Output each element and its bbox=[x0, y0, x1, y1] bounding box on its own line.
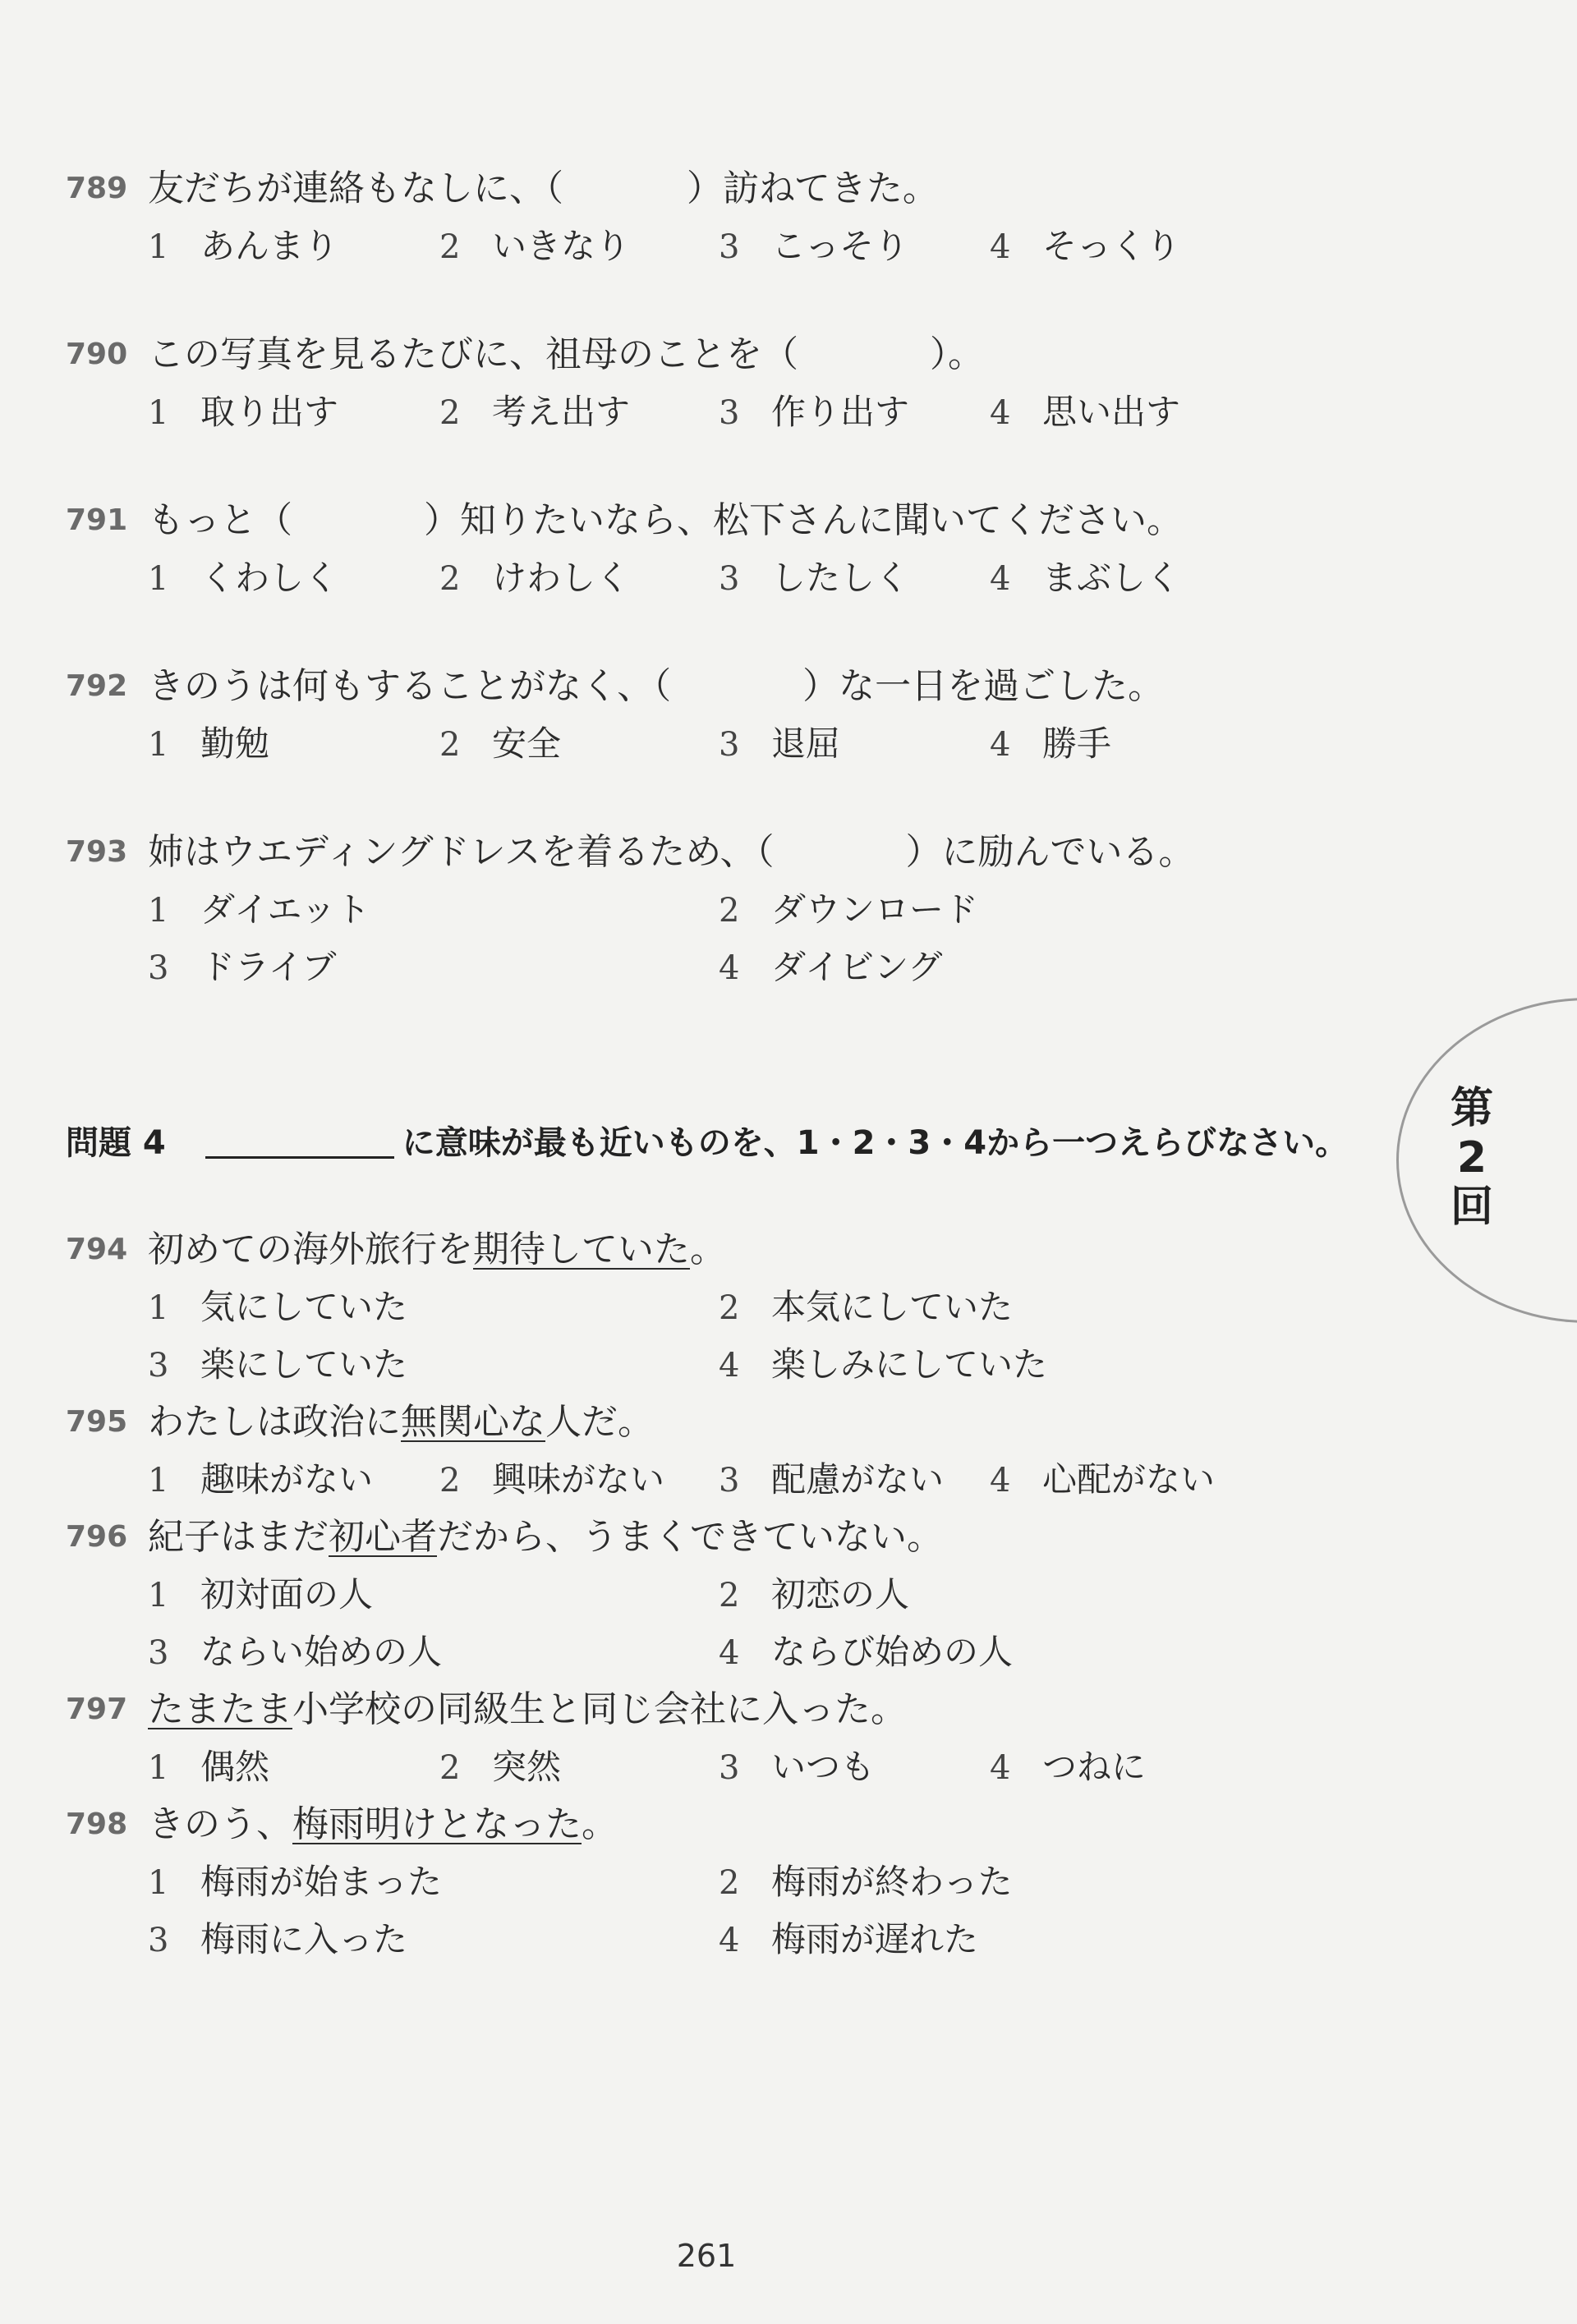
option-1[interactable]: 1 くわしく bbox=[148, 558, 339, 598]
option-4[interactable]: 4 そっくり bbox=[990, 226, 1181, 266]
question-text: 姉はウエディングドレスを着るため、（ ）に励んでいる。 bbox=[148, 831, 1195, 873]
option-4[interactable]: 4 思い出す bbox=[990, 392, 1181, 432]
option-2[interactable]: 2 初恋の人 bbox=[719, 1574, 910, 1614]
question-number: 797 bbox=[66, 1692, 128, 1726]
option-2[interactable]: 2 考え出す bbox=[439, 392, 631, 432]
underlined-phrase: 初心者 bbox=[329, 1516, 437, 1558]
option-1[interactable]: 1 初対面の人 bbox=[148, 1574, 374, 1614]
question-number: 789 bbox=[66, 172, 128, 205]
option-2[interactable]: 2 けわしく bbox=[439, 558, 631, 598]
option-2[interactable]: 2 突然 bbox=[439, 1747, 562, 1787]
question-text: きのう、梅雨明けとなった。 bbox=[148, 1803, 618, 1845]
question-text: わたしは政治に無関心な人だ。 bbox=[148, 1401, 654, 1443]
question-790 bbox=[66, 326, 1413, 441]
option-3[interactable]: 3 したしく bbox=[719, 558, 910, 598]
options-row bbox=[66, 1624, 1413, 1681]
options-row bbox=[66, 549, 1413, 607]
option-2[interactable]: 2 いきなり bbox=[439, 226, 631, 266]
question-text: 初めての海外旅行を期待していた。 bbox=[148, 1229, 726, 1270]
question-793 bbox=[66, 824, 1413, 996]
question-798 bbox=[66, 1796, 1413, 1968]
option-3[interactable]: 3 作り出す bbox=[719, 392, 910, 432]
question-792 bbox=[66, 658, 1413, 773]
options-row bbox=[66, 715, 1413, 773]
question-791 bbox=[66, 492, 1413, 607]
side-tab-label: 第 2 回 bbox=[1450, 1084, 1493, 1232]
option-1[interactable]: 1 取り出す bbox=[148, 392, 339, 432]
option-4[interactable]: 4 まぶしく bbox=[990, 558, 1181, 598]
option-2[interactable]: 2 興味がない bbox=[439, 1459, 665, 1500]
question-number: 795 bbox=[66, 1405, 128, 1439]
option-4[interactable]: 4 楽しみにしていた bbox=[719, 1344, 1048, 1385]
options-row bbox=[66, 1853, 1413, 1911]
option-3[interactable]: 3 退屈 bbox=[719, 723, 841, 764]
option-4[interactable]: 4 心配がない bbox=[990, 1459, 1216, 1500]
section-instruction: に意味が最も近いものを、1・2・3・4から一つえらびなさい。 bbox=[402, 1124, 1349, 1162]
question-789 bbox=[66, 160, 1413, 275]
question-797 bbox=[66, 1681, 1413, 1796]
options-row bbox=[66, 218, 1413, 275]
option-3[interactable]: 3 こっそり bbox=[719, 226, 909, 266]
question-text: たまたま小学校の同級生と同じ会社に入った。 bbox=[148, 1688, 907, 1730]
underlined-phrase: 無関心な bbox=[401, 1401, 545, 1443]
options-row bbox=[66, 1451, 1413, 1509]
option-4[interactable]: 4 ダイビング bbox=[719, 947, 943, 987]
option-3[interactable]: 3 楽にしていた bbox=[148, 1344, 408, 1385]
option-2[interactable]: 2 梅雨が終わった bbox=[719, 1862, 1013, 1902]
options-row bbox=[66, 1911, 1413, 1968]
option-3[interactable]: 3 ドライブ bbox=[148, 947, 337, 987]
underlined-phrase: 梅雨明けとなった bbox=[292, 1803, 582, 1845]
question-794 bbox=[66, 1221, 1413, 1394]
options-row bbox=[66, 1279, 1413, 1336]
option-1[interactable]: 1 あんまり bbox=[148, 226, 339, 266]
question-text: 紀子はまだ初心者だから、うまくできていない。 bbox=[148, 1516, 943, 1558]
option-1[interactable]: 1 偶然 bbox=[148, 1747, 270, 1787]
option-1[interactable]: 1 勤勉 bbox=[148, 723, 270, 764]
option-4[interactable]: 4 つねに bbox=[990, 1747, 1147, 1787]
option-3[interactable]: 3 配慮がない bbox=[719, 1459, 945, 1500]
options-row bbox=[66, 1336, 1413, 1394]
underline-blank bbox=[205, 1132, 394, 1159]
option-2[interactable]: 2 本気にしていた bbox=[719, 1287, 1014, 1327]
question-number: 796 bbox=[66, 1520, 128, 1554]
section-label: 問題 4 bbox=[66, 1124, 166, 1162]
question-number: 798 bbox=[66, 1807, 128, 1841]
underlined-phrase: たまたま bbox=[148, 1688, 292, 1730]
options-row bbox=[66, 939, 1413, 996]
question-text: もっと（ ）知りたいなら、松下さんに聞いてください。 bbox=[148, 499, 1183, 541]
option-1[interactable]: 1 梅雨が始まった bbox=[148, 1862, 443, 1902]
options-row bbox=[66, 1738, 1413, 1796]
options-row bbox=[66, 1566, 1413, 1624]
option-1[interactable]: 1 ダイエット bbox=[148, 889, 370, 930]
question-text: きのうは何もすることがなく、（ ）な一日を過ごした。 bbox=[148, 665, 1165, 707]
option-3[interactable]: 3 ならい始めの人 bbox=[148, 1632, 443, 1672]
section-heading bbox=[66, 1110, 1348, 1176]
question-number: 791 bbox=[66, 503, 128, 537]
option-4[interactable]: 4 勝手 bbox=[990, 723, 1112, 764]
question-text: 友だちが連絡もなしに、（ ）訪ねてきた。 bbox=[148, 168, 939, 209]
question-795 bbox=[66, 1394, 1413, 1509]
option-4[interactable]: 4 梅雨が遅れた bbox=[719, 1919, 979, 1959]
question-number: 794 bbox=[66, 1233, 128, 1266]
option-1[interactable]: 1 趣味がない bbox=[148, 1459, 374, 1500]
question-number: 790 bbox=[66, 338, 128, 371]
question-number: 793 bbox=[66, 835, 128, 869]
option-2[interactable]: 2 ダウンロード bbox=[719, 889, 979, 930]
option-4[interactable]: 4 ならび始めの人 bbox=[719, 1632, 1014, 1672]
option-1[interactable]: 1 気にしていた bbox=[148, 1287, 408, 1327]
question-text: この写真を見るたびに、祖母のことを（ ）。 bbox=[148, 333, 984, 375]
question-number: 792 bbox=[66, 669, 128, 703]
option-3[interactable]: 3 いつも bbox=[719, 1747, 876, 1787]
options-row bbox=[66, 384, 1413, 441]
underlined-phrase: 期待していた bbox=[473, 1229, 690, 1270]
option-2[interactable]: 2 安全 bbox=[439, 723, 562, 764]
page-number: 261 bbox=[676, 2238, 737, 2274]
question-796 bbox=[66, 1509, 1413, 1681]
option-3[interactable]: 3 梅雨に入った bbox=[148, 1919, 408, 1959]
options-row bbox=[66, 881, 1413, 939]
